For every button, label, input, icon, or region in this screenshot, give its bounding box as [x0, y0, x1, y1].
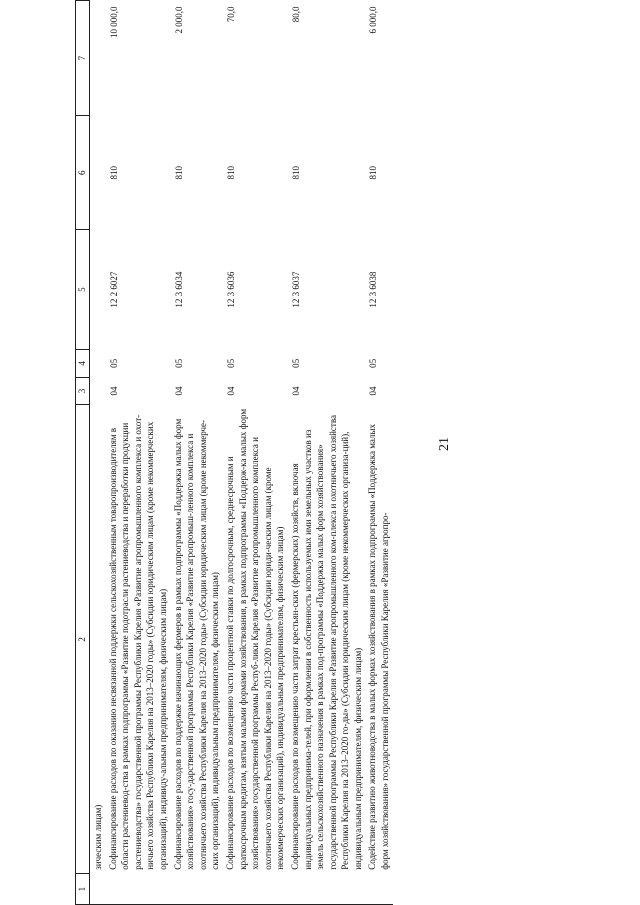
- header-col-1: 1: [76, 874, 90, 905]
- row-section: 04: [368, 386, 379, 396]
- header-col-6: 6: [76, 116, 90, 230]
- row-description: Софинансирование расходов по возмещению части процентной ставки по долгосрочным, среднесрочным и краткосрочным кредитам, взятым малыми формами хозяйствования, в рамках подпрограммы «Поддерж-ка малых форм хозяйствования» государственной программы Респуб-лики Карелия «Развитие агропромышленного комплекса и охотничьего хозяйства Республики Карелия на 2013–2020 годы» (Субсидии юриди-ческим лицам (кроме некоммерческих организаций), индивидуальным предпринимателям, физическим лицам): [224, 408, 286, 870]
- table-row: [223, 1, 288, 905]
- continuation-row: [90, 1, 106, 905]
- row-target-article: 12 2 6027: [108, 271, 119, 308]
- row-description: Содействие развитию животноводства в малых формах хозяйствования в рамках подпрограммы «Поддержка малых форм хозяйствования» государственной программы Республики Карелия «Развитие агропро-: [367, 424, 391, 870]
- row-amount: 80,0: [290, 6, 301, 23]
- row-expense-type: 810: [173, 165, 184, 180]
- header-col-2: 2: [76, 405, 90, 874]
- table-row: [288, 1, 366, 905]
- row-expense-type: 810: [290, 165, 301, 180]
- table-row: [171, 1, 223, 905]
- row-expense-type: 810: [225, 165, 236, 180]
- row-section: 04: [108, 386, 119, 396]
- table-row: [106, 1, 171, 905]
- row-section: 04: [290, 386, 301, 396]
- row-subsection: 05: [108, 358, 119, 368]
- row-target-article: 12 3 6036: [225, 271, 236, 308]
- row-section: 04: [225, 386, 236, 396]
- row-target-article: 12 3 6037: [290, 271, 301, 308]
- table-row: [365, 1, 392, 905]
- row-amount: 10 000,0: [108, 6, 119, 38]
- row-description: Софинансирование расходов по возмещению части затрат крестьян-ских (фермерских) хозяйств, включая индивидуальных предпринима-телей, при оформлении в собственность используемых ими земельных участков из земель сельскохозяйственного назначения в рамках под-программы «Поддержка малых форм хозяйствования» государственной программы Республики Карелия «Развитие агропромышленного ком-плекса и охотничьего хозяйства Республики Карелия на 2013–2020 го-ды» (Субсидии юридическим лицам (кроме некоммерческих организа-ций), индивидуальным предпринимателям, физическим лицам): [289, 415, 363, 870]
- header-col-3: 3: [76, 377, 90, 405]
- row-amount: 2 000,0: [173, 6, 184, 34]
- header-col-4: 4: [76, 350, 90, 378]
- row-expense-type: 810: [368, 165, 379, 180]
- row-subsection: 05: [173, 358, 184, 368]
- continuation-text: зическим лицам): [93, 804, 103, 870]
- header-col-7: 7: [76, 1, 90, 116]
- row-description: Софинансирование расходов по поддержке начинающих фермеров в рамках подпрограммы «Поддержка малых форм хозяйствования» госу-дарственной программы Республики Карелия «Развитие агропромыш-ленного комплекса и охотничьего хозяйства Республики Карелия на 2013–2020 годы» (Субсидии юридическим лицам (кроме некоммерче-ских организаций), индивидуальным предпринимателям, физическим лицам): [172, 418, 221, 870]
- row-target-article: 12 3 6038: [368, 271, 379, 308]
- row-amount: 6 000,0: [368, 6, 379, 34]
- row-subsection: 05: [290, 358, 301, 368]
- budget-table: [75, 0, 393, 905]
- row-subsection: 05: [368, 358, 379, 368]
- row-subsection: 05: [225, 358, 236, 368]
- row-description: Софинансирование расходов по оказанию несвязанной поддержки сельскохозяйственным товаропроизводителям в области растениевод-ства в рамках подпрограммы «Развитие подотрасли растениеводства и переработки продукции растениеводства» государственной программы Республики Карелия «Развитие агропромышленного комплекса и охот-ничьего хозяйства Республики Карелия на 2013–2020 годы» (Субсидии юридическим лицам (кроме некоммерческих организаций), индивиду-альным предпринимателям, физическим лицам): [107, 414, 168, 870]
- row-section: 04: [173, 386, 184, 396]
- row-target-article: 12 3 6034: [173, 271, 184, 308]
- header-col-5: 5: [76, 230, 90, 350]
- row-amount: 70,0: [225, 6, 236, 23]
- header-row: [76, 1, 90, 905]
- budget-table-frame: [75, 0, 635, 905]
- page-number: 21: [437, 437, 452, 451]
- row-expense-type: 810: [108, 165, 119, 180]
